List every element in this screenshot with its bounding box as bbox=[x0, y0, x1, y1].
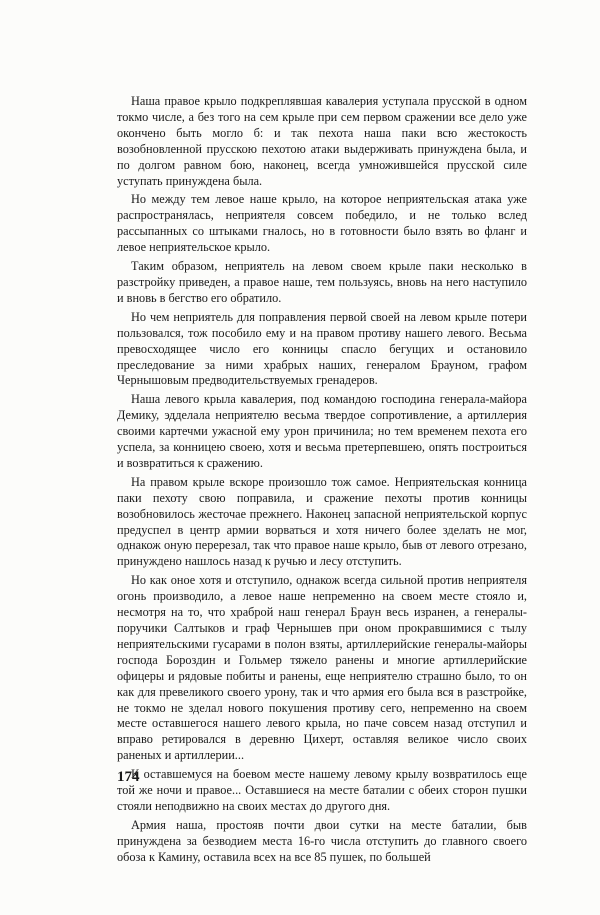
paragraph-1: Наша правое крыло подкреплявшая кавалерия уступала прусской в одном токмо числе, а без того на сем крыле при сем первом сражении все дело уже окончено быть могло б: и так пехота наша паки всю жестокость возобновленной прусскою пехотою атаки выдерживать принуждена была, и по долгом равном бою, наконец, всегда умножившейся прусской силе уступать принуждена была. bbox=[117, 94, 527, 188]
paragraph-8: К оставшемуся на боевом месте нашему левому крылу возвратилось еще той же ночи и правое... Оставшиеся на месте баталии с обеих сторон пушки стояли неподвижно на своих местах до другого дня. bbox=[117, 767, 527, 813]
paragraph-3: Таким образом, неприятель на левом своем крыле паки несколько в разстройку приведен, а правое наше, тем пользуясь, вновь на него наступило и вновь в бегство его обратило. bbox=[117, 259, 527, 305]
paragraph-4: Но чем неприятель для поправления первой своей на левом крыле потери пользовался, тож пособило ему и на правом противу нашего левого. Весьма превосходящее число его конницы спасло бегущих и остановило преследование за ними храбрых наших, генералом Брауном, графом Чернышовым предводительствуемых гренадеров. bbox=[117, 309, 527, 388]
paragraph-5: Наша левого крыла кавалерия, под командою господина генерала-майора Демику, эдделала неприятелю весьма твердое сопротивление, а артиллерия своими картечми ужасной ему урон причинила; но тем временем пехота его успела, за конницею своею, хотя и весьма претерпевшею, опять построиться и возвратиться к сражению. bbox=[117, 392, 527, 470]
body-text bbox=[117, 94, 527, 869]
page-number: 174 bbox=[117, 769, 140, 785]
paragraph-9: Армия наша, простояв почти двои сутки на месте баталии, быв принуждена за безводием места 16-го числа отступить до главного своего обоза к Камину, оставила всех на все 85 пушек, по большей bbox=[117, 817, 527, 864]
paragraph-2: Но между тем левое наше крыло, на которое неприятельская атака уже распространялась, неприятеля совсем победило, и не только вслед рассыпанных со штыками гналось, но в готовности было взять во фланг и левое неприятельское крыло. bbox=[117, 192, 527, 255]
paragraph-7: Но как оное хотя и отступило, однакож всегда сильной против неприятеля огонь производило, а левое наше непременно на своем месте стояло и, несмотря на то, что храброй наш генерал Браун весь изранен, а генералы-поручики Салтыков и граф Чернышев при оном прокравшимися с тылу неприятельскими гусарами в полон взяты, артиллерийские генералы-майоры господа Бороздин и Гольмер тяжело ранены и многие артиллерийские офицеры и рядовые побиты и ранены, еще неприятелю страшно было, то он как для превеликого своего урону, так и что армия его была вся в разстройке, не токмо не зделал нового покушения противу сего, непременно на своем месте оставшегося нашего левого крыла, но паче совсем назад отступил и вправо ретировался в деревню Цихерт, оставляя великое число своих раненых и артиллерии... bbox=[117, 573, 527, 763]
paragraph-6: На правом крыле вскоре произошло тож самое. Неприятельская конница паки пехоту свою поправила, и сражение пехоты против конницы возобновилось жесточае прежнего. Наконец запасной неприятельской корпус предуспел в центр армии ворваться и хотя ничего более зделать не мог, однакож оную перерезал, так что правое наше крыло, быв от левого отрезано, принуждено нашлось назад к ручью и лесу отступить. bbox=[117, 474, 527, 569]
